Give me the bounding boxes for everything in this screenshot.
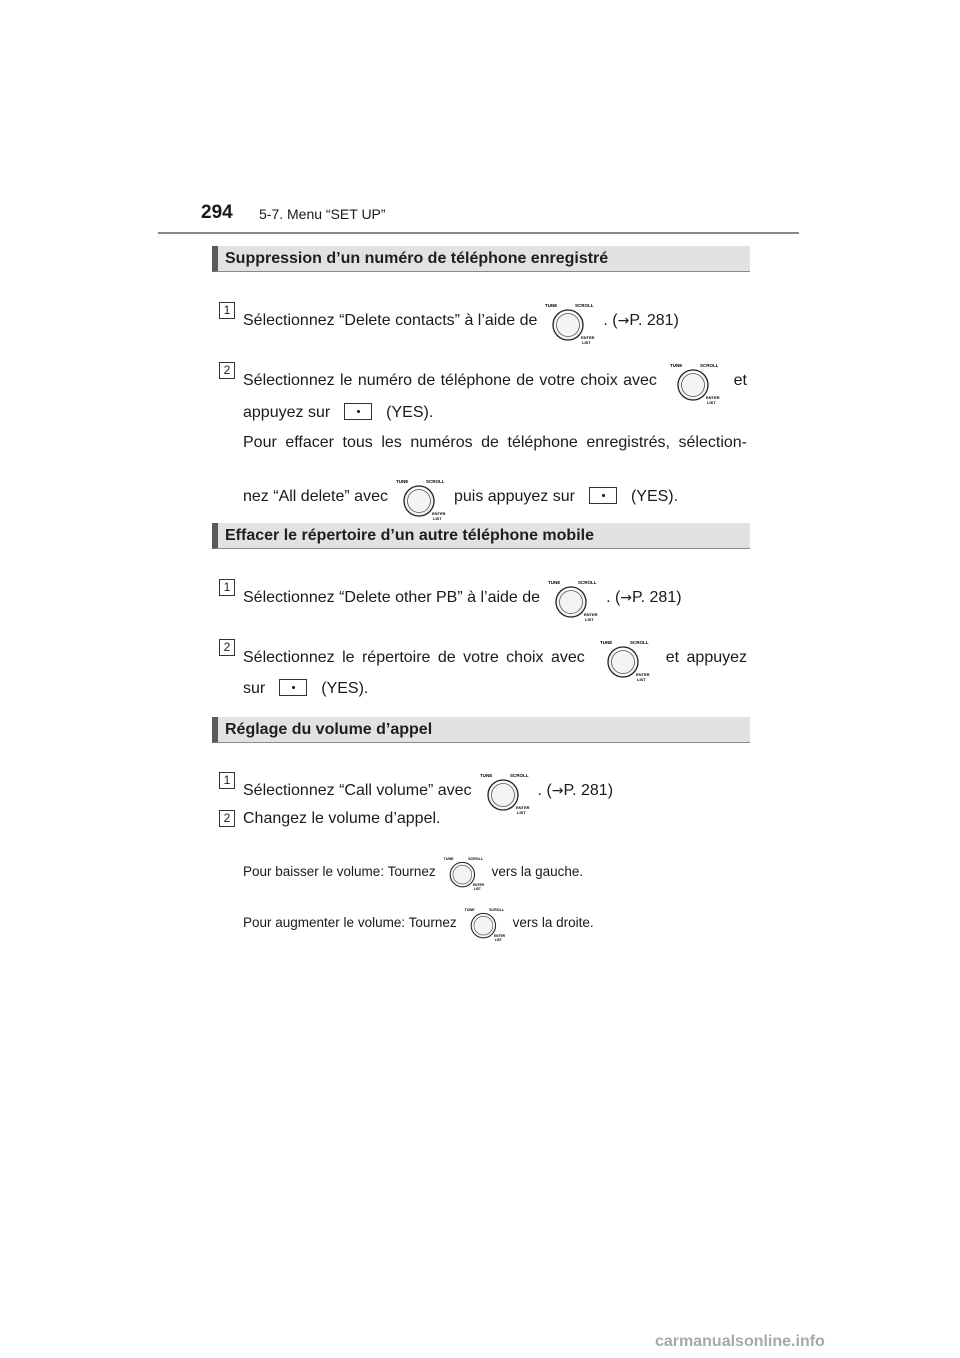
header-rule — [158, 232, 799, 234]
step-number: 2 — [219, 639, 235, 656]
step-text: Sélectionnez le répertoire de votre choix avec et appuyez — [243, 638, 747, 682]
note-text: Pour augmenter le volume: Tournez vers la droite. — [243, 906, 594, 942]
tune-scroll-knob-icon — [463, 906, 507, 942]
tune-scroll-knob-icon — [478, 771, 532, 815]
tune-scroll-knob-icon — [442, 855, 486, 891]
step-text: Sélectionnez “Call volume” avec . (→P. 281) — [243, 771, 613, 815]
chapter-title: 5-7. Menu “SET UP” — [259, 206, 386, 222]
watermark: carmanualsonline.info — [655, 1333, 825, 1350]
yes-button-icon — [344, 403, 372, 420]
section-heading-delete-phonebook: Effacer le répertoire d’un autre téléphone mobile — [212, 523, 750, 549]
step-number: 2 — [219, 810, 235, 827]
tune-scroll-knob-icon — [543, 301, 597, 345]
yes-button-icon — [279, 679, 307, 696]
note-text: Pour baisser le volume: Tournez vers la gauche. — [243, 855, 583, 891]
step-text: sur (YES). — [243, 680, 369, 697]
arrow-icon: → — [620, 590, 633, 606]
yes-button-icon — [589, 487, 617, 504]
tune-scroll-knob-icon — [546, 578, 600, 622]
step-text: Changez le volume d’appel. — [243, 810, 441, 827]
section-heading-call-volume: Réglage du volume d’appel — [212, 717, 750, 743]
arrow-icon: → — [617, 313, 630, 329]
tune-scroll-knob-icon — [598, 638, 652, 682]
arrow-icon: → — [551, 783, 564, 799]
tune-scroll-knob-icon — [394, 477, 448, 521]
step-number: 1 — [219, 772, 235, 789]
section-heading-delete-number: Suppression d’un numéro de téléphone enregistré — [212, 246, 750, 272]
step-number: 1 — [219, 579, 235, 596]
step-text: Sélectionnez “Delete contacts” à l’aide de . (→P. 281) — [243, 301, 679, 345]
step-note: Pour effacer tous les numéros de téléphone enregistrés, sélection- — [243, 434, 747, 451]
step-text: nez “All delete” avec puis appuyez sur (YES). — [243, 477, 678, 521]
step-text: appuyez sur (YES). — [243, 404, 434, 421]
tune-scroll-knob-icon — [668, 361, 722, 405]
step-text: Sélectionnez le numéro de téléphone de votre choix avec et — [243, 361, 747, 405]
step-number: 2 — [219, 362, 235, 379]
step-number: 1 — [219, 302, 235, 319]
page-number: 294 — [201, 202, 233, 223]
step-text: Sélectionnez “Delete other PB” à l’aide de . (→P. 281) — [243, 578, 682, 622]
